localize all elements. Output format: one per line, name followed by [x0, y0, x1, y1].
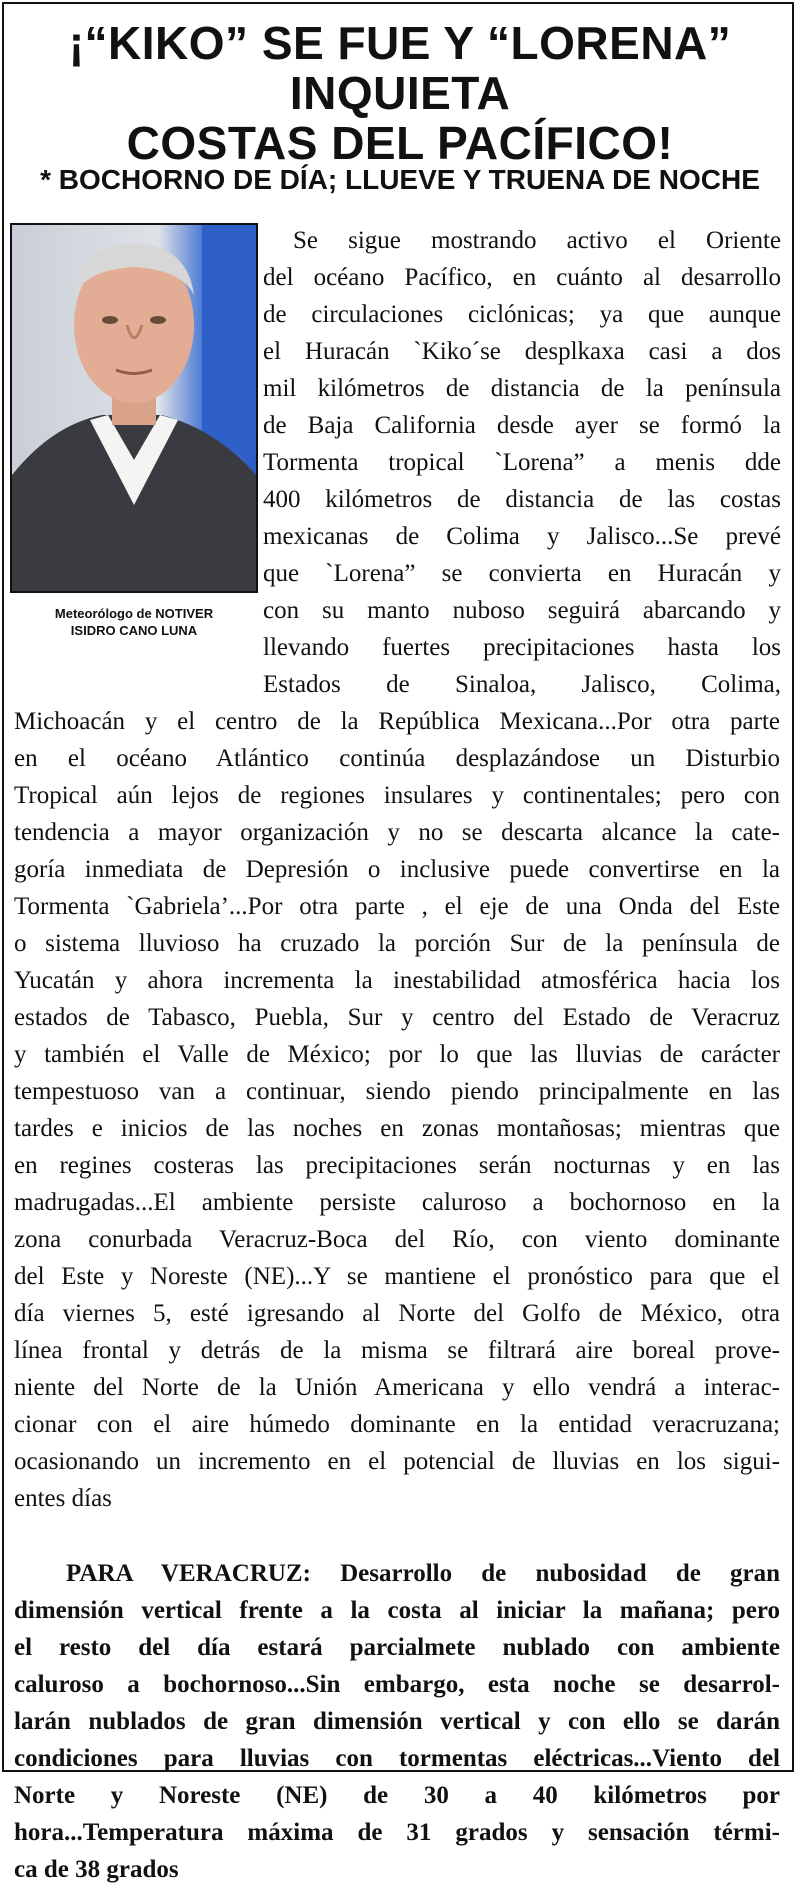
article-text-line: en el océano Atlántico continúa desplazándose un Disturbio — [14, 745, 780, 772]
article-text-line: PARA VERACRUZ: Desarrollo de nubosidad de gran — [66, 1560, 780, 1587]
article-text-line: 400 kilómetros de distancia de las costas — [263, 486, 781, 513]
article-text-line: el resto del día estará parcialmete nublado con ambiente — [14, 1634, 780, 1661]
article-text-line: condiciones para lluvias con tormentas eléctricas...Viento del — [14, 1745, 780, 1772]
article-text-line: madrugadas...El ambiente persiste caluroso a bochornoso en la — [14, 1189, 780, 1216]
article-text-line: estados de Tabasco, Puebla, Sur y centro del Estado de Veracruz — [14, 1004, 780, 1031]
article-text-line: del océano Pacífico, en cuánto al desarrollo — [263, 264, 781, 291]
headline — [0, 18, 800, 168]
headline-line: COSTAS DEL PACÍFICO! — [126, 117, 674, 169]
article-text-line: caluroso a bochornoso...Sin embargo, esta noche se desarrol- — [14, 1671, 780, 1698]
article-text-line: o sistema lluvioso ha cruzado la porción Sur de la península de — [14, 930, 780, 957]
article-text-line: ca de 38 grados — [14, 1856, 179, 1883]
article-text-line: mexicanas de Colima y Jalisco...Se prevé — [263, 523, 781, 550]
caption-line: ISIDRO CANO LUNA — [70, 623, 198, 638]
article-text-line: y también el Valle de México; por lo que las lluvias de carácter — [14, 1041, 780, 1068]
article-text-line: Tropical aún lejos de regiones insulares y continentales; pero con — [14, 782, 780, 809]
article-text-line: en regines costeras las precipitaciones serán nocturnas y en las — [14, 1152, 780, 1179]
article-text-line: Yucatán y ahora incrementa la inestabilidad atmosférica hacia los — [14, 967, 780, 994]
article-text-line: Se sigue mostrando activo el Oriente — [293, 227, 781, 254]
article-text-line: entes días — [14, 1485, 112, 1512]
article-text-line: línea frontal y detrás de la misma se filtrará aire boreal prove- — [14, 1337, 780, 1364]
article-text-line: del Este y Noreste (NE)...Y se mantiene el pronóstico para que el — [14, 1263, 780, 1290]
article-text-line: mil kilómetros de distancia de la península — [263, 375, 781, 402]
article-text-line: tendencia a mayor organización y no se descarta alcance la cate- — [14, 819, 780, 846]
article-text-line: larán nublados de gran dimensión vertical y con ello se darán — [14, 1708, 780, 1735]
article-text-line: con su manto nuboso seguirá abarcando y — [263, 597, 781, 624]
article-text-line: dimensión vertical frente a la costa al iniciar la mañana; pero — [14, 1597, 780, 1624]
article-text-line: día viernes 5, esté igresando al Norte del Golfo de México, otra — [14, 1300, 780, 1327]
caption-line: Meteorólogo de NOTIVER — [54, 606, 214, 621]
article-text-line: Estados de Sinaloa, Jalisco, Colima, — [263, 671, 781, 698]
article-text-line: zona conurbada Veracruz-Boca del Río, con viento dominante — [14, 1226, 780, 1253]
portrait-illustration — [12, 225, 256, 591]
article-text-line: tempestuoso van a continuar, siendo piendo principalmente en las — [14, 1078, 780, 1105]
headline-line: ¡“KIKO” SE FUE Y “LORENA” INQUIETA — [68, 17, 732, 119]
article-text-line: Tormenta `Gabriela’...Por otra parte , el eje de una Onda del Este — [14, 893, 780, 920]
article-text-line: de Baja California desde ayer se formó la — [263, 412, 781, 439]
article-text-line: goría inmediata de Depresión o inclusive puede convertirse en la — [14, 856, 780, 883]
article-text-line: de circulaciones ciclónicas; ya que aunque — [263, 301, 781, 328]
photo-caption — [14, 605, 254, 639]
article-text-line: hora...Temperatura máxima de 31 grados y sensación térmi- — [14, 1819, 780, 1846]
article-text-line: que `Lorena” se convierta en Huracán y — [263, 560, 781, 587]
article-text-line: niente del Norte de la Unión Americana y ello vendrá a interac- — [14, 1374, 780, 1401]
article-text-line: Norte y Noreste (NE) de 30 a 40 kilómetros por — [14, 1782, 780, 1809]
article-text-line: ocasionando un incremento en el potencial de lluvias en los sigui- — [14, 1448, 780, 1475]
article-text-line: el Huracán `Kiko´se desplkaxa casi a dos — [263, 338, 781, 365]
article-text-line: Tormenta tropical `Lorena” a menis dde — [263, 449, 781, 476]
article-text-line: cionar con el aire húmedo dominante en la entidad veracruzana; — [14, 1411, 780, 1438]
subheadline: * BOCHORNO DE DÍA; LLUEVE Y TRUENA DE NOCHE — [40, 164, 760, 195]
author-photo — [10, 223, 258, 593]
article-text-line: Michoacán y el centro de la República Mexicana...Por otra parte — [14, 708, 780, 735]
article-text-line: tardes e inicios de las noches en zonas montañosas; mientras que — [14, 1115, 780, 1142]
article-text-line: llevando fuertes precipitaciones hasta los — [263, 634, 781, 661]
